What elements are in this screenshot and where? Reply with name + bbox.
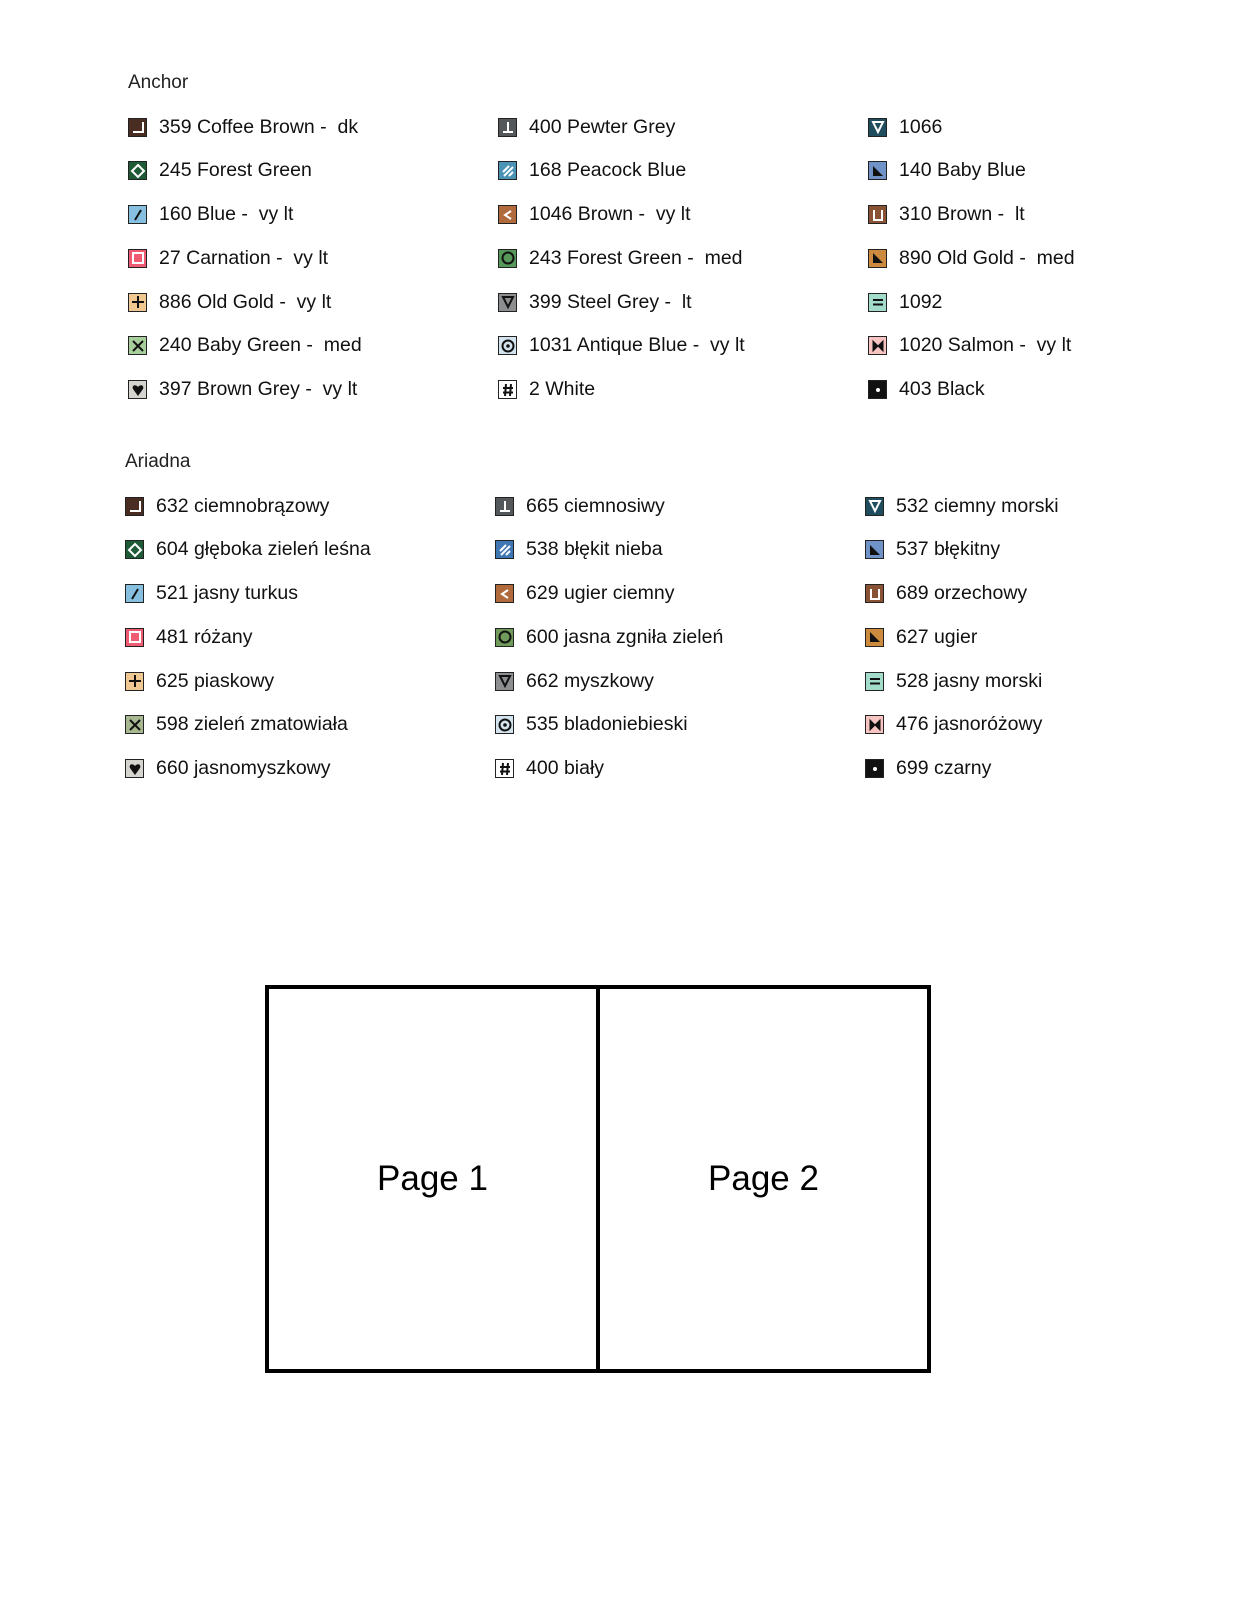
page-1-panel: Page 1	[377, 1159, 488, 1198]
color-key-label: 632 ciemnobrązowy	[156, 494, 330, 517]
color-key-item	[128, 115, 498, 139]
corner-symbol-icon	[128, 118, 147, 137]
dot-ring-symbol-icon	[498, 336, 517, 355]
color-key-item	[868, 203, 1168, 227]
slash-symbol-icon	[128, 205, 147, 224]
color-key-label: 400 Pewter Grey	[529, 115, 676, 138]
color-key-label: 604 głęboka zieleń leśna	[156, 538, 371, 561]
color-key-item	[125, 625, 495, 649]
color-key-label: 403 Black	[899, 378, 985, 401]
color-key-label: 399 Steel Grey - lt	[529, 290, 692, 313]
color-key-label: 160 Blue - vy lt	[159, 203, 294, 226]
color-key-label: 890 Old Gold - med	[899, 246, 1075, 269]
color-key-label: 1092	[899, 290, 943, 313]
color-key-item	[865, 494, 1165, 518]
color-key-label: 629 ugier ciemny	[526, 582, 675, 605]
color-key-item	[865, 538, 1165, 562]
color-key-item	[868, 246, 1168, 270]
x-symbol-icon	[128, 336, 147, 355]
color-key-item	[868, 378, 1168, 402]
color-key-label: 537 błękitny	[896, 538, 1001, 561]
plus-symbol-icon	[128, 293, 147, 312]
color-key-label: 535 bladoniebieski	[526, 713, 688, 736]
color-key-label: 243 Forest Green - med	[529, 246, 743, 269]
color-key-item	[865, 757, 1165, 781]
color-key-label: 245 Forest Green	[159, 159, 312, 182]
color-key-item	[868, 334, 1168, 358]
half-tri-symbol-icon	[865, 540, 884, 559]
color-key-label: 662 myszkowy	[526, 669, 654, 692]
color-key-item	[125, 713, 495, 737]
color-key-label: 699 czarny	[896, 757, 992, 780]
bowtie-symbol-icon	[868, 336, 887, 355]
color-key-label: 660 jasnomyszkowy	[156, 757, 331, 780]
anchor-key-grid	[128, 115, 1168, 422]
color-key-label: 359 Coffee Brown - dk	[159, 115, 359, 138]
hash-symbol-icon	[495, 759, 514, 778]
diamond-symbol-icon	[125, 540, 144, 559]
lt-symbol-icon	[498, 205, 517, 224]
color-key-item	[868, 159, 1168, 183]
color-key-label: 400 biały	[526, 757, 605, 780]
bowtie-symbol-icon	[865, 715, 884, 734]
color-key-item	[128, 159, 498, 183]
diamond-symbol-icon	[128, 161, 147, 180]
page-2-panel: Page 2	[596, 989, 927, 1369]
color-key-label: 397 Brown Grey - vy lt	[159, 378, 358, 401]
color-key-item	[865, 713, 1165, 737]
square-symbol-icon	[128, 249, 147, 268]
color-key-item	[128, 203, 498, 227]
dot-symbol-icon	[868, 380, 887, 399]
color-key-item	[498, 246, 868, 270]
color-key-label: 2 White	[529, 378, 596, 401]
color-key-label: 625 piaskowy	[156, 669, 275, 692]
color-key-item	[495, 757, 865, 781]
color-key-label: 310 Brown - lt	[899, 203, 1025, 226]
color-key-label: 528 jasny morski	[896, 669, 1043, 692]
color-key-item	[495, 625, 865, 649]
color-key-item	[868, 115, 1168, 139]
color-key-item	[495, 582, 865, 606]
equals-symbol-icon	[868, 293, 887, 312]
tbar-symbol-icon	[498, 118, 517, 137]
color-key-item	[865, 625, 1165, 649]
color-key-label: 481 różany	[156, 625, 253, 648]
ariadna-key-grid	[125, 494, 1165, 801]
lt-symbol-icon	[495, 584, 514, 603]
tri-down-symbol-icon	[865, 497, 884, 516]
tri-down-symbol-icon	[498, 293, 517, 312]
color-key-label: 886 Old Gold - vy lt	[159, 290, 332, 313]
color-key-item	[498, 159, 868, 183]
dot-symbol-icon	[865, 759, 884, 778]
slash-symbol-icon	[125, 584, 144, 603]
color-key-item	[128, 378, 498, 402]
tbar-symbol-icon	[495, 497, 514, 516]
color-key-label: 600 jasna zgniła zieleń	[526, 625, 724, 648]
color-key-item	[498, 115, 868, 139]
color-key-item	[865, 669, 1165, 693]
u-symbol-icon	[865, 584, 884, 603]
color-key-item	[125, 538, 495, 562]
color-key-item	[128, 290, 498, 314]
color-key-label: 689 orzechowy	[896, 582, 1028, 605]
color-key-label: 538 błękit nieba	[526, 538, 663, 561]
color-key-item	[498, 334, 868, 358]
hatch-symbol-icon	[498, 161, 517, 180]
plus-symbol-icon	[125, 672, 144, 691]
x-symbol-icon	[125, 715, 144, 734]
half-tri-symbol-icon	[868, 161, 887, 180]
color-key-item	[865, 582, 1165, 606]
color-key-label: 140 Baby Blue	[899, 159, 1026, 182]
square-symbol-icon	[125, 628, 144, 647]
hash-symbol-icon	[498, 380, 517, 399]
ariadna-section-title: Ariadna	[125, 451, 191, 472]
color-key-item	[495, 538, 865, 562]
color-key-label: 168 Peacock Blue	[529, 159, 687, 182]
color-key-label: 521 jasny turkus	[156, 582, 298, 605]
color-key-label: 27 Carnation - vy lt	[159, 246, 329, 269]
color-key-item	[495, 713, 865, 737]
half-tri-symbol-icon	[868, 249, 887, 268]
color-key-label: 1046 Brown - vy lt	[529, 203, 691, 226]
color-key-label: 532 ciemny morski	[896, 494, 1059, 517]
color-key-label: 665 ciemnosiwy	[526, 494, 665, 517]
half-tri-symbol-icon	[865, 628, 884, 647]
heart-symbol-icon	[128, 380, 147, 399]
color-key-item	[498, 203, 868, 227]
color-key-label: 240 Baby Green - med	[159, 334, 362, 357]
heart-symbol-icon	[125, 759, 144, 778]
color-key-item	[498, 378, 868, 402]
color-key-label: 1066	[899, 115, 943, 138]
color-key-label: 1031 Antique Blue - vy lt	[529, 334, 745, 357]
hatch-symbol-icon	[495, 540, 514, 559]
color-key-item	[125, 757, 495, 781]
page-layout-diagram	[265, 985, 931, 1373]
circle-symbol-icon	[495, 628, 514, 647]
color-key-item	[495, 494, 865, 518]
color-key-item	[868, 290, 1168, 314]
u-symbol-icon	[868, 205, 887, 224]
color-key-item	[125, 669, 495, 693]
color-key-item	[498, 290, 868, 314]
color-key-item	[495, 669, 865, 693]
color-key-item	[125, 582, 495, 606]
anchor-section-title: Anchor	[128, 72, 189, 93]
color-key-item	[128, 334, 498, 358]
color-key-item	[128, 246, 498, 270]
equals-symbol-icon	[865, 672, 884, 691]
color-key-label: 1020 Salmon - vy lt	[899, 334, 1072, 357]
color-key-label: 627 ugier	[896, 625, 978, 648]
tri-down-symbol-icon	[868, 118, 887, 137]
color-key-label: 476 jasnoróżowy	[896, 713, 1043, 736]
dot-ring-symbol-icon	[495, 715, 514, 734]
color-key-label: 598 zieleń zmatowiała	[156, 713, 348, 736]
color-key-item	[125, 494, 495, 518]
circle-symbol-icon	[498, 249, 517, 268]
tri-down-symbol-icon	[495, 672, 514, 691]
corner-symbol-icon	[125, 497, 144, 516]
